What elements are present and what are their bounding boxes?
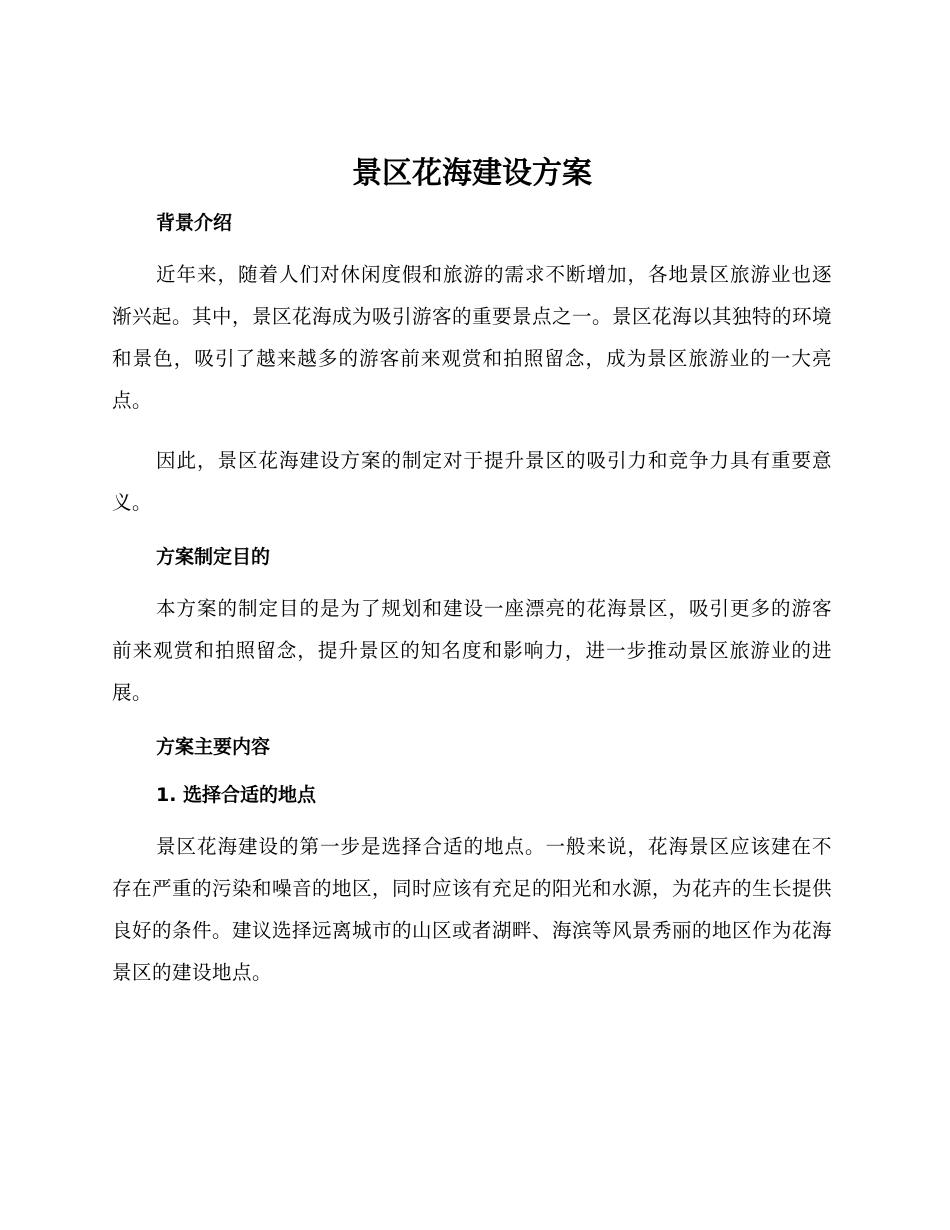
spacer: [112, 238, 832, 254]
paragraph-purpose-1: 本方案的制定目的是为了规划和建设一座漂亮的花海景区，吸引更多的游客前来观赏和拍照留念，提升景区的知名度和影响力，进一步推动景区旅游业的进展。: [112, 597, 832, 704]
paragraph-background-1: 近年来，随着人们对休闲度假和旅游的需求不断增加，各地景区旅游业也逐渐兴起。其中，景区花海成为吸引游客的重要景点之一。景区花海以其独特的环境和景色，吸引了越来越多的游客前来观赏和拍照留念，成为景区旅游业的一大亮点。: [112, 263, 833, 412]
spacer: [112, 714, 832, 732]
spacer: [112, 524, 832, 542]
section-heading-content: 方案主要内容: [156, 736, 271, 758]
paragraph-background-2: 因此，景区花海建设方案的制定对于提升景区的吸引力和竞争力具有重要意义。: [112, 449, 832, 514]
section-heading-purpose: 方案制定目的: [156, 546, 271, 568]
section-heading-background: 背景介绍: [156, 212, 233, 234]
spacer: [112, 810, 832, 826]
spacer: [112, 572, 832, 588]
spacer: [112, 762, 832, 780]
subsection-heading-location: 1. 选择合适的地点: [156, 784, 317, 806]
spacer: [112, 422, 832, 440]
paragraph-location: 景区花海建设的第一步是选择合适的地点。一般来说，花海景区应该建在不存在严重的污染和噪音的地区，同时应该有充足的阳光和水源，为花卉的生长提供良好的条件。建议选择远离城市的山区或者湖畔、海滨等风景秀丽的地区作为花海景区的建设地点。: [112, 835, 833, 984]
document-page: [112, 150, 832, 994]
document-title: 景区花海建设方案: [352, 156, 592, 191]
